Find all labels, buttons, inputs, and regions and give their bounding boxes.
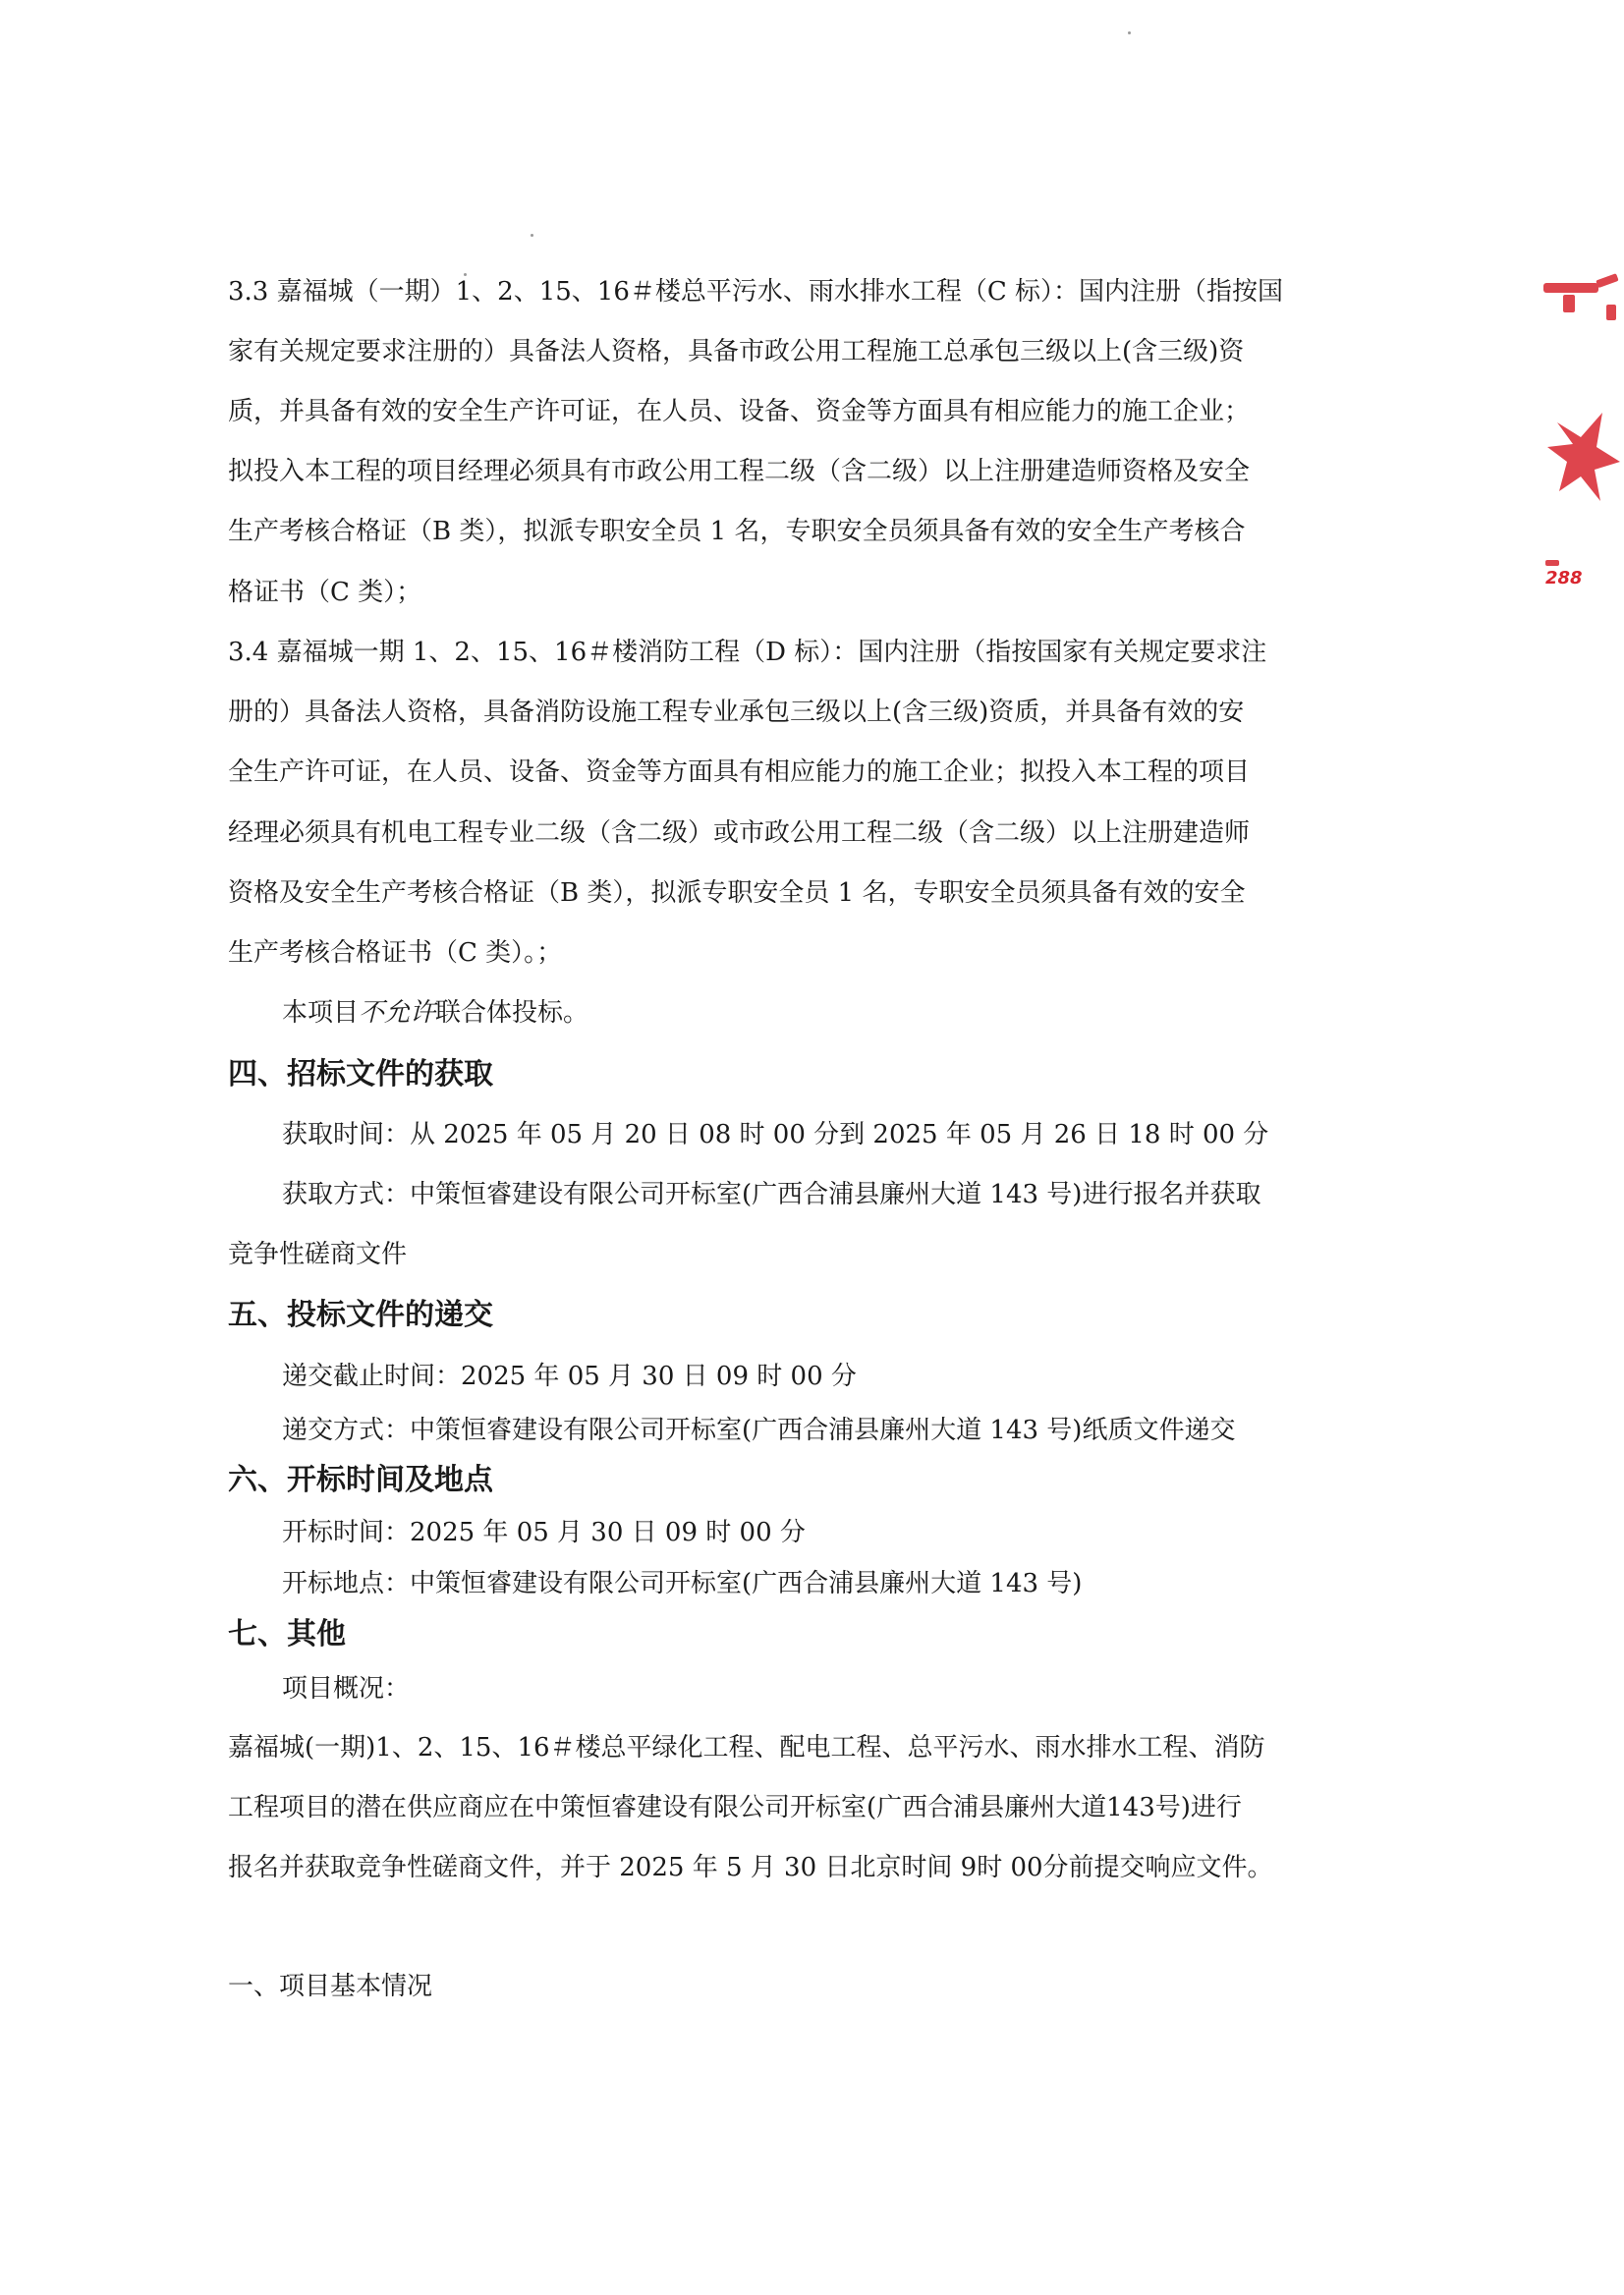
consortium-statement	[282, 997, 588, 1029]
seal-number: 288	[1545, 568, 1583, 588]
seal-stamp-graphic	[1538, 265, 1624, 619]
section-3-3-line-1: 3.3 嘉福城（一期）1、2、15、16＃楼总平污水、雨水排水工程（C 标）：国内注册（指按国	[228, 277, 1284, 307]
seal-stamp	[1538, 265, 1624, 619]
section-4-method-line-2: 竞争性磋商文件	[228, 1240, 408, 1269]
consortium-suffix: 联合体投标。	[435, 998, 589, 1028]
basic-info-heading: 一、项目基本情况	[228, 1972, 433, 2001]
section-3-4-line-2: 册的）具备法人资格，具备消防设施工程专业承包三级以上(含三级)资质，并具备有效的安	[228, 698, 1245, 727]
section-6-place: 开标地点：中策恒睿建设有限公司开标室(广西合浦县廉州大道 143 号)	[282, 1569, 1083, 1598]
scan-speck	[531, 234, 533, 237]
section-6-heading: 六、开标时间及地点	[228, 1463, 493, 1497]
scan-speck	[464, 273, 467, 276]
section-7-heading: 七、其他	[228, 1617, 346, 1651]
section-6-time: 开标时间：2025 年 05 月 30 日 09 时 00 分	[282, 1518, 806, 1547]
section-5-method: 递交方式：中策恒睿建设有限公司开标室(广西合浦县廉州大道 143 号)纸质文件递交	[282, 1416, 1236, 1445]
scan-speck	[1128, 31, 1131, 34]
section-4-time: 获取时间：从 2025 年 05 月 20 日 08 时 00 分到 2025 年 05 月 26 日 18 时 00 分	[282, 1120, 1269, 1149]
section-4-heading: 四、招标文件的获取	[228, 1057, 493, 1092]
section-7-overview-line-3: 报名并获取竞争性磋商文件，并于 2025 年 5 月 30 日北京时间 9时 00分前提交响应文件。	[228, 1853, 1273, 1882]
section-7-overview-line-2: 工程项目的潜在供应商应在中策恒睿建设有限公司开标室(广西合浦县廉州大道143号)进行	[228, 1793, 1242, 1822]
section-3-3-line-5: 生产考核合格证（B 类），拟派专职安全员 1 名，专职安全员须具备有效的安全生产考核合	[228, 517, 1246, 546]
section-5-deadline: 递交截止时间：2025 年 05 月 30 日 09 时 00 分	[282, 1362, 857, 1391]
section-3-4-line-1: 3.4 嘉福城一期 1、2、15、16＃楼消防工程（D 标）：国内注册（指按国家有关规定要求注	[228, 638, 1267, 667]
section-3-3-line-3: 质，并具备有效的安全生产许可证，在人员、设备、资金等方面具有相应能力的施工企业；	[228, 397, 1251, 426]
section-3-4-line-5: 资格及安全生产考核合格证（B 类），拟派专职安全员 1 名，专职安全员须具备有效的安全	[228, 878, 1246, 908]
section-3-3-line-4: 拟投入本工程的项目经理必须具有市政公用工程二级（含二级）以上注册建造师资格及安全	[228, 457, 1251, 486]
section-4-method-line-1: 获取方式：中策恒睿建设有限公司开标室(广西合浦县廉州大道 143 号)进行报名并获取	[282, 1180, 1261, 1209]
section-3-3-line-2: 家有关规定要求注册的）具备法人资格，具备市政公用工程施工总承包三级以上(含三级)资	[228, 337, 1245, 366]
consortium-prefix: 本项目	[282, 998, 360, 1028]
section-7-overview-line-1: 嘉福城(一期)1、2、15、16＃楼总平绿化工程、配电工程、总平污水、雨水排水工程、消防	[228, 1733, 1265, 1763]
section-5-heading: 五、投标文件的递交	[228, 1298, 493, 1332]
section-3-4-line-6: 生产考核合格证书（C 类）。；	[228, 938, 563, 968]
consortium-emphasis: 不允许	[359, 998, 436, 1028]
section-7-overview-label: 项目概况：	[282, 1674, 411, 1704]
section-3-4-line-3: 全生产许可证，在人员、设备、资金等方面具有相应能力的施工企业；拟投入本工程的项目	[228, 757, 1251, 787]
section-3-3-line-6: 格证书（C 类）；	[228, 578, 422, 607]
section-3-4-line-4: 经理必须具有机电工程专业二级（含二级）或市政公用工程二级（含二级）以上注册建造师	[228, 818, 1251, 848]
